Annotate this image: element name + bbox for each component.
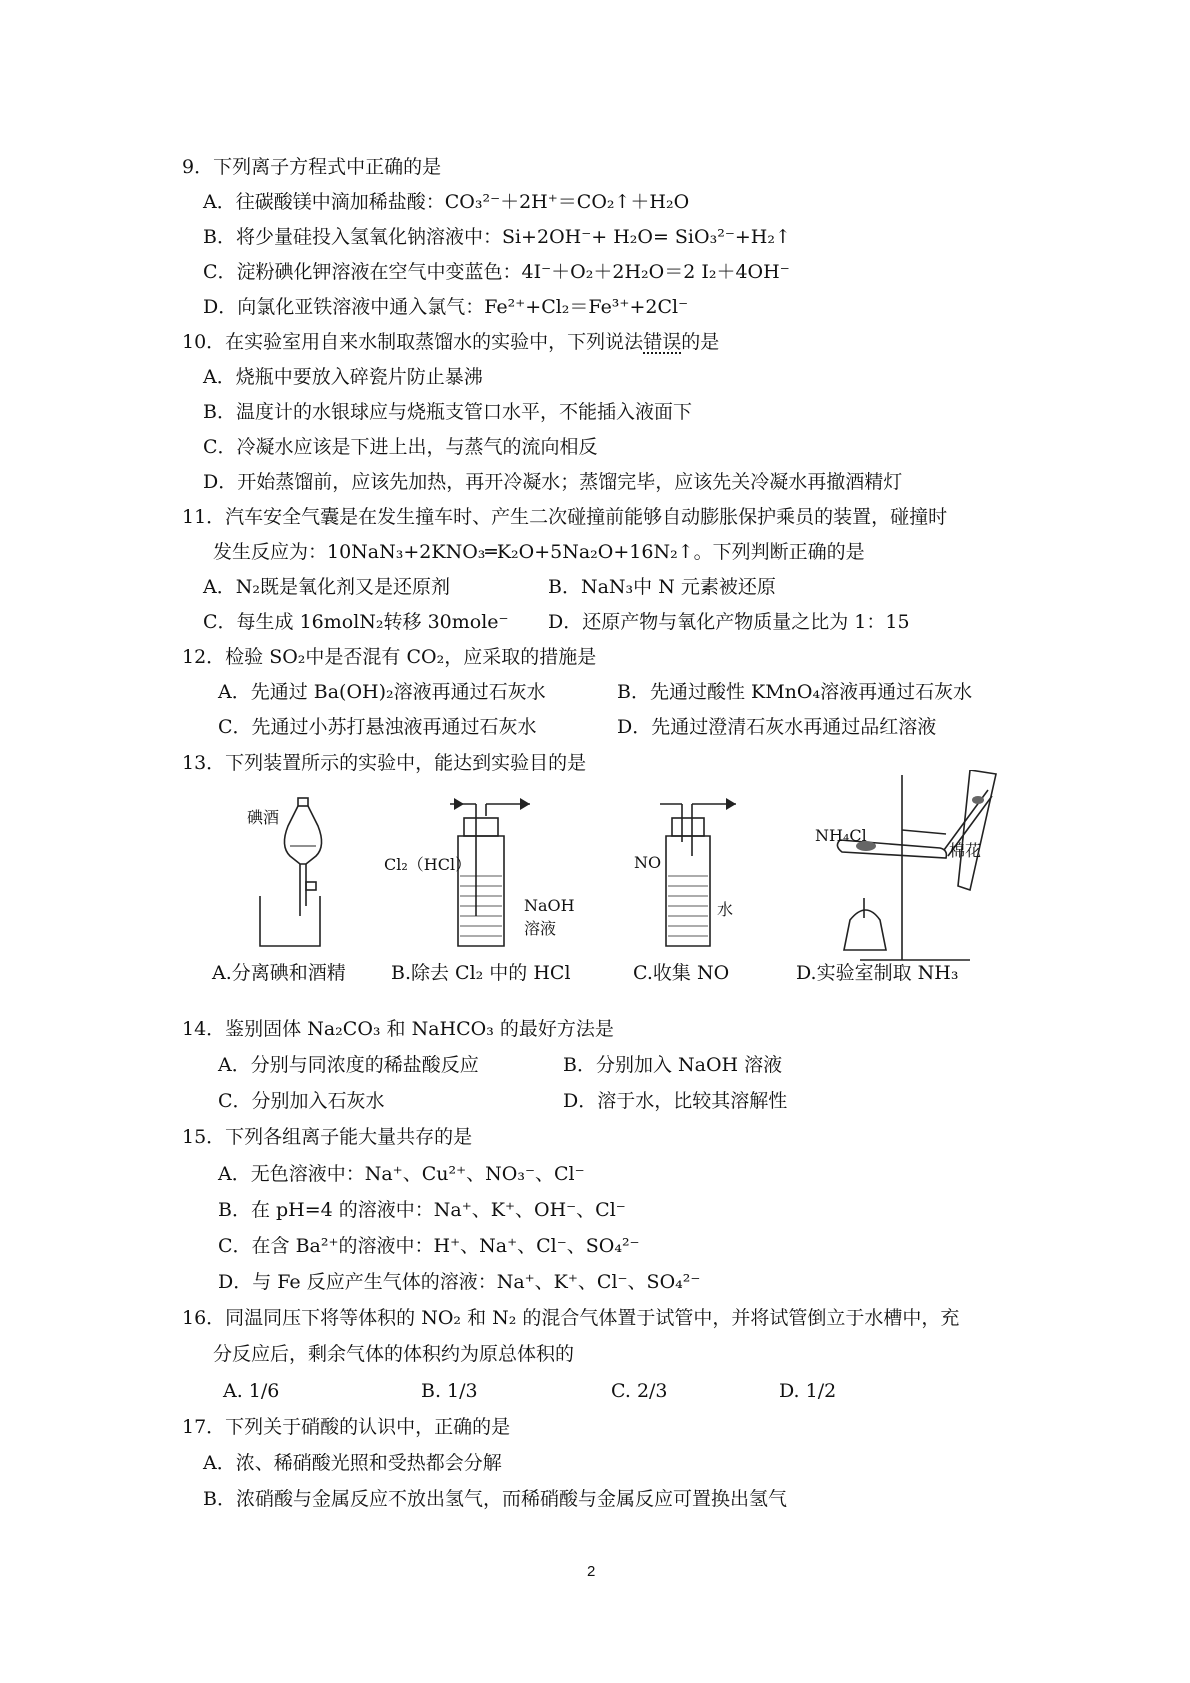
q12-option-d: D．先通过澄清石灰水再通过品红溶液: [617, 716, 937, 738]
q10-option-d: D．开始蒸馏前，应该先加热，再开冷凝水；蒸馏完毕，应该先关冷凝水再撤酒精灯: [203, 471, 903, 493]
q15-option-c: C．在含 Ba²⁺的溶液中：H⁺、Na⁺、Cl⁻、SO₄²⁻: [218, 1235, 640, 1257]
figure-a-caption: A.分离碘和酒精: [212, 962, 346, 984]
q11-option-a: A．N₂既是氧化剂又是还原剂: [203, 576, 450, 598]
q10-option-b: B．温度计的水银球应与烧瓶支管口水平，不能插入液面下: [203, 401, 692, 423]
q16-option-d: D. 1/2: [779, 1380, 837, 1402]
q12-option-c: C．先通过小苏打悬浊液再通过石灰水: [218, 716, 537, 738]
figure-c-caption: C.收集 NO: [633, 962, 730, 984]
q16-option-a: A. 1/6: [223, 1380, 280, 1402]
figure-d-reagent-label: NH₄Cl: [815, 826, 867, 845]
figure-d-plug-label: 棉花: [949, 841, 982, 860]
q11-option-d: D．还原产物与氧化产物质量之比为 1：15: [548, 611, 910, 633]
figure-b-gas-label: Cl₂（HCl）: [384, 855, 472, 874]
q14-option-d: D．溶于水，比较其溶解性: [563, 1090, 788, 1112]
q16-stem-line1: 16．同温同压下将等体积的 NO₂ 和 N₂ 的混合气体置于试管中，并将试管倒立于水槽中，充: [182, 1307, 960, 1329]
figure-d-ammonia-apparatus: [820, 770, 1010, 970]
q14-option-c: C．分别加入石灰水: [218, 1090, 385, 1112]
q9-option-c: C．淀粉碘化钾溶液在空气中变蓝色：4I⁻＋O₂＋2H₂O＝2 I₂＋4OH⁻: [203, 261, 790, 283]
q9-option-b: B．将少量硅投入氢氧化钠溶液中：Si+2OH⁻+ H₂O= SiO₃²⁻+H₂↑: [203, 226, 791, 248]
q11-stem-line1: 11．汽车安全气囊是在发生撞车时、产生二次碰撞前能够自动膨胀保护乘员的装置，碰撞时: [182, 506, 948, 528]
figure-b-liquid-label-2: 溶液: [524, 919, 557, 938]
q13-stem: 13．下列装置所示的实验中，能达到实验目的是: [182, 752, 587, 774]
figure-b-liquid-label-1: NaOH: [524, 896, 575, 915]
q12-option-b: B．先通过酸性 KMnO₄溶液再通过石灰水: [617, 681, 973, 703]
q16-option-c: C. 2/3: [611, 1380, 668, 1402]
q9-stem: 9．下列离子方程式中正确的是: [182, 156, 442, 178]
q12-option-a: A．先通过 Ba(OH)₂溶液再通过石灰水: [218, 681, 546, 703]
q11-option-c: C．每生成 16molN₂转移 30mole⁻: [203, 611, 509, 633]
q14-option-b: B．分别加入 NaOH 溶液: [563, 1054, 783, 1076]
q17-option-b: B．浓硝酸与金属反应不放出氢气，而稀硝酸与金属反应可置换出氢气: [203, 1488, 787, 1510]
figure-c-gas-label: NO: [634, 853, 662, 872]
q10-option-a: A．烧瓶中要放入碎瓷片防止暴沸: [203, 366, 483, 388]
q11-stem-line2: 发生反应为：10NaN₃+2KNO₃═K₂O+5Na₂O+16N₂↑。下列判断正确的是: [213, 541, 865, 563]
q9-option-a: A．往碳酸镁中滴加稀盐酸：CO₃²⁻＋2H⁺＝CO₂↑＋H₂O: [203, 191, 690, 213]
q14-stem: 14．鉴别固体 Na₂CO₃ 和 NaHCO₃ 的最好方法是: [182, 1018, 614, 1040]
q15-option-b: B．在 pH=4 的溶液中：Na⁺、K⁺、OH⁻、Cl⁻: [218, 1199, 626, 1221]
q15-option-d: D．与 Fe 反应产生气体的溶液：Na⁺、K⁺、Cl⁻、SO₄²⁻: [218, 1271, 701, 1293]
q16-stem-line2: 分反应后，剩余气体的体积约为原总体积的: [213, 1343, 575, 1365]
figure-a-reagent-label: 碘酒: [247, 808, 280, 827]
q12-stem: 12．检验 SO₂中是否混有 CO₂，应采取的措施是: [182, 646, 597, 668]
figure-d-caption: D.实验室制取 NH₃: [796, 962, 959, 984]
q10-option-c: C．冷凝水应该是下进上出，与蒸气的流向相反: [203, 436, 598, 458]
q17-stem: 17．下列关于硝酸的认识中，正确的是: [182, 1416, 511, 1438]
q10-emphasis: 错误: [643, 331, 682, 353]
q9-option-d: D．向氯化亚铁溶液中通入氯气：Fe²⁺+Cl₂＝Fe³⁺+2Cl⁻: [203, 296, 689, 318]
q16-option-b: B. 1/3: [421, 1380, 478, 1402]
figure-b-caption: B.除去 Cl₂ 中的 HCl: [391, 962, 571, 984]
q10-stem: 10．在实验室用自来水制取蒸馏水的实验中，下列说法错误的是: [182, 331, 720, 353]
q14-option-a: A．分别与同浓度的稀盐酸反应: [218, 1054, 479, 1076]
page-number: 2: [587, 1563, 596, 1580]
q17-option-a: A．浓、稀硝酸光照和受热都会分解: [203, 1452, 502, 1474]
figure-c-liquid-label: 水: [717, 900, 734, 919]
q15-stem: 15．下列各组离子能大量共存的是: [182, 1126, 473, 1148]
q15-option-a: A．无色溶液中：Na⁺、Cu²⁺、NO₃⁻、Cl⁻: [218, 1163, 585, 1185]
q11-option-b: B．NaN₃中 N 元素被还原: [548, 576, 776, 598]
